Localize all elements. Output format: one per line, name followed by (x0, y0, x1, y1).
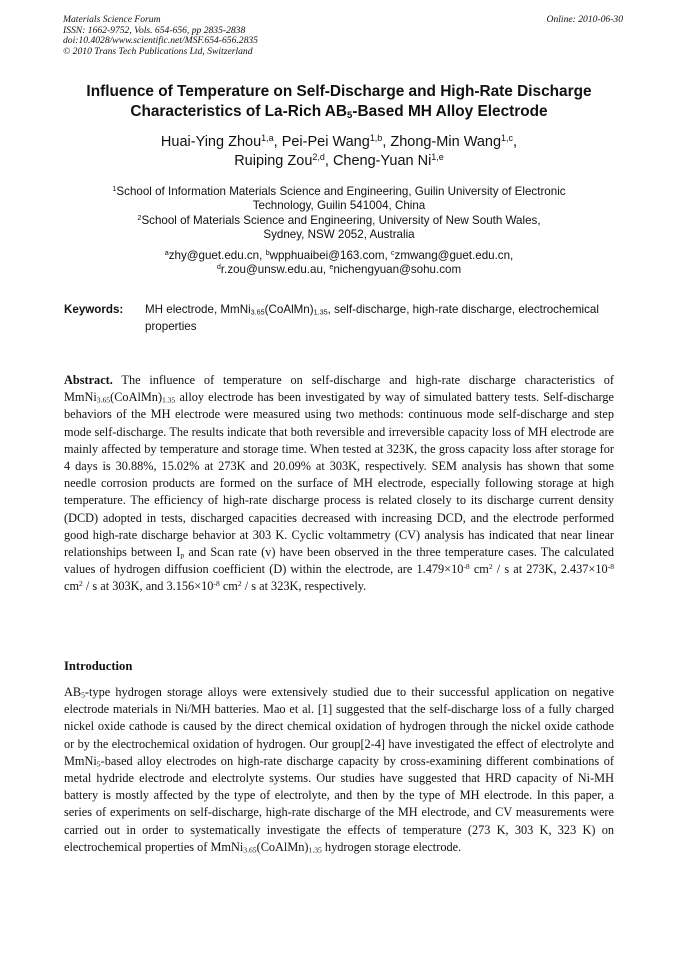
affiliation-2-line-1: $^2$School of Materials Science and Engineering, University of New South Wales, (137, 212, 541, 227)
introduction-paragraph: $AB_5$-type hydrogen storage alloys were extensively studied due to their successful application on negative electrode materials in Ni/MH batteries. Mao et al. [1] suggested that the self-discharge loss of a fully charged nickel oxide cathode is caused by the direct chemical oxidation of hydrogen through the nickel oxide cathode or by the electrochemical oxidation of hydrogen. Our group[2-4] have investigated the effect of electrolyte and MmNi$_5$-based alloy electrodes on high-rate discharge capacity by cross-examining different combinations of metal hydride electrode and electrolyte systems. Our studies have suggested that HRD capacity of Ni-MH battery is mostly affected by the type of electrolyte, and then by the type of MH electrode. In this paper, a series of experiments on self-discharge, high-rate discharge of the MH electrode, and CV measurements were carried out in order to systematically investigate the effects of temperature (273 K, 303 K, 323 K) on electrochemical properties of $MmNi_{3.65}(CoAlMn)_{1.35}$ hydrogen storage electrode. (64, 685, 614, 855)
abstract-label: Abstract. (64, 373, 113, 387)
author-emails (40, 249, 638, 278)
title-line-1: Influence of Temperature on Self-Discharge and High-Rate Discharge (86, 83, 592, 100)
journal-name: Materials Science Forum (63, 14, 161, 25)
keywords-label: Keywords: (64, 303, 124, 316)
affiliation-2-line-2: Sydney, NSW 2052, Australia (263, 228, 415, 242)
email-line-1: $^a$zhy@guet.edu.cn, $^b$wpphuaibei@163.com, $^c$zmwang@guet.edu.cn, (164, 248, 514, 262)
affiliation-1-line-2: Technology, Guilin 541004, China (252, 199, 426, 213)
affiliation-1-line-1: $^1$School of Information Materials Science and Engineering, Guilin University of Electronic (112, 184, 566, 198)
copyright-line: © 2010 Trans Tech Publications Ltd, Switzerland (63, 45, 253, 57)
author-list (40, 133, 638, 171)
journal-header (63, 15, 623, 57)
issn-line: ISSN: 1662-9752, Vols. 654-656, pp 2835-2838 (63, 24, 246, 36)
online-date: Online: 2010-06-30 (546, 14, 623, 25)
doi-line: doi:10.4028/www.scientific.net/MSF.654-656.2835 (63, 35, 258, 47)
email-line-2: $^d$r.zou@unsw.edu.au, $^e$nichengyuan@sohu.com (216, 262, 462, 277)
author-line-2: Ruiping Zou$^{2,d}$, Cheng-Yuan Ni$^{1,e}$ (234, 152, 444, 169)
paper-title (40, 82, 638, 122)
keywords-section (64, 302, 624, 335)
title-line-2: Characteristics of La-Rich $AB_5$-Based MH Alloy Electrode (130, 103, 548, 121)
introduction-heading: Introduction (64, 659, 133, 673)
affiliations (40, 185, 638, 243)
author-line-1: Huai-Ying Zhou$^{1,a}$, Pei-Pei Wang$^{1,b}$, Zhong-Min Wang$^{1,c}$, (160, 133, 518, 150)
abstract-paragraph: Abstract. The influence of temperature on self-discharge and high-rate discharge characteristics of $MmNi_{3.65}(CoAlMn)_{1.35}$ alloy electrode has been investigated by way of simulated battery tests. Self-discharge behaviors of the MH electrode were measured using two methods: continuous mode self-discharge and step mode self-discharge. The results indicate that both reversible and irreversible capacity loss of MH electrode are mainly affected by temperature and storage time. When tested at 323K, the gross capacity loss after storage for 4 days is 30.88%, 15.02% at 273K and 20.09% at 303K, respectively. SEM analysis has shown that some needle corrosion products are formed on the surface of MH electrode, especially following storage at high temperature. The efficiency of high-rate discharge process is related closely to its discharge current density (DCD) adopted in tests, discharged capacities decreased with increasing DCD, and the electrode performed good high-rate discharge behavior at 303 K. Cyclic voltammetry (CV) analysis has indicated that near linear relationships between $I_p$ and Scan rate (v) have been observed in the three temperature cases. The calculated values of hydrogen diffusion coefficient (D) within the electrode, are $1.479\times 10^{-8}$ $cm^2$ / s at 273K, $2.437\times 10^{-8}$ $cm^2$ / s at 303K, and $3.156\times 10^{-8}$ $cm^2$ / s at 323K, respectively. (64, 373, 614, 594)
keywords-text: MH electrode, $MmNi_{3.65}(CoAlMn)_{1.35}$, self-discharge, high-rate discharge, electrochemical properties (145, 303, 599, 333)
